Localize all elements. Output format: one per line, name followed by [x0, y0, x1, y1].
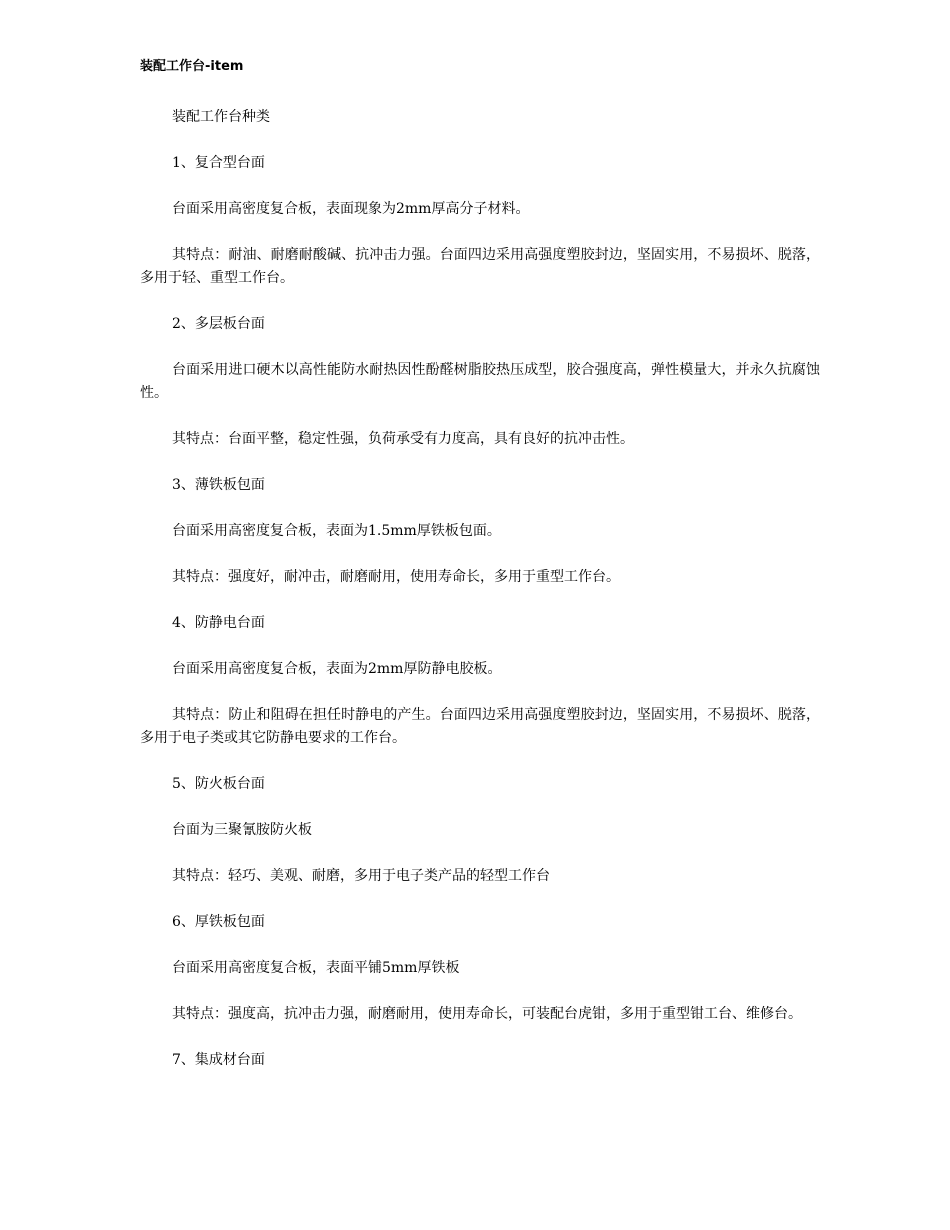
- item-features: 其特点：耐油、耐磨耐酸碱、抗冲击力强。台面四边采用高强度塑胶封边，坚固实用，不易损坏、脱落，多用于轻、重型工作台。: [140, 247, 820, 286]
- item-description: 台面采用高密度复合板，表面现象为2mm厚高分子材料。: [172, 201, 530, 217]
- item-description: 台面采用高密度复合板，表面平铺5mm厚铁板: [172, 960, 460, 976]
- item-features: 其特点：强度高，抗冲击力强，耐磨耐用，使用寿命长，可装配台虎钳，多用于重型钳工台、维修台。: [172, 1006, 802, 1022]
- item-heading: 3、薄铁板包面: [172, 477, 265, 493]
- item-heading: 7、集成材台面: [172, 1052, 265, 1068]
- item-description: 台面为三聚氰胺防火板: [172, 822, 312, 838]
- item-heading: 4、防静电台面: [172, 615, 265, 631]
- item-description: 台面采用高密度复合板，表面为2mm厚防静电胶板。: [172, 661, 502, 677]
- item-heading: 5、防火板台面: [172, 776, 265, 792]
- item-heading: 2、多层板台面: [172, 316, 265, 332]
- section-heading: 装配工作台种类: [172, 109, 270, 125]
- item-description: 台面采用进口硬木以高性能防水耐热因性酚醛树脂胶热压成型，胶合强度高，弹性模量大，并永久抗腐蚀性。: [140, 362, 820, 401]
- item-heading: 1、复合型台面: [172, 155, 265, 171]
- item-heading: 6、厚铁板包面: [172, 914, 265, 930]
- item-description: 台面采用高密度复合板，表面为1.5mm厚铁板包面。: [172, 523, 501, 539]
- item-features: 其特点：轻巧、美观、耐磨，多用于电子类产品的轻型工作台: [172, 868, 550, 884]
- document-title: 装配工作台-item: [140, 59, 244, 74]
- item-features: 其特点：强度好，耐冲击，耐磨耐用，使用寿命长，多用于重型工作台。: [172, 569, 620, 585]
- item-features: 其特点：台面平整，稳定性强，负荷承受有力度高，具有良好的抗冲击性。: [172, 431, 634, 447]
- document-page: [140, 58, 820, 1095]
- item-features: 其特点：防止和阻碍在担任时静电的产生。台面四边采用高强度塑胶封边，坚固实用，不易损坏、脱落，多用于电子类或其它防静电要求的工作台。: [140, 707, 820, 746]
